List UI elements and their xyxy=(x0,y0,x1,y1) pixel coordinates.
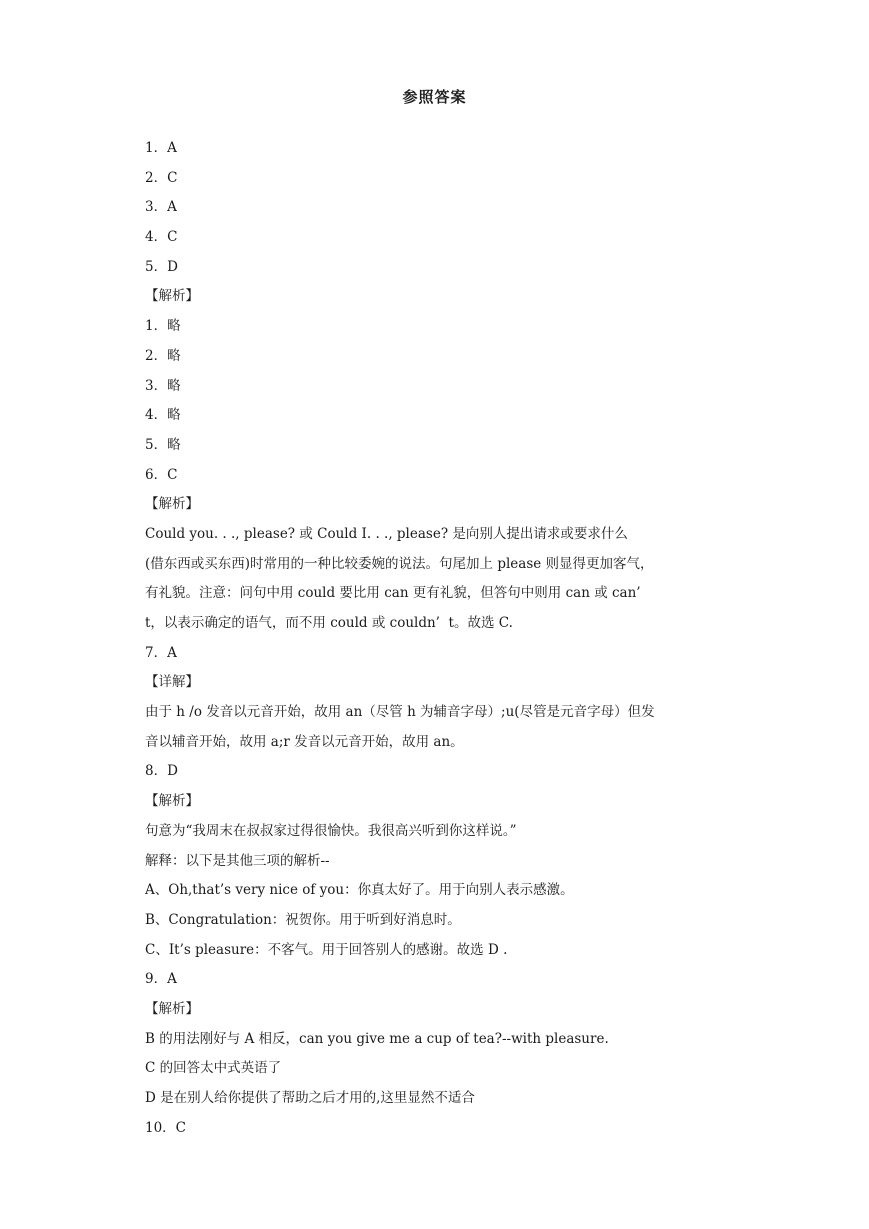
answer-line-2: 2．C xyxy=(145,169,178,186)
answer-line-4: 4．C xyxy=(145,229,178,246)
answer-line-5: 5．D xyxy=(145,258,178,275)
section-heading-analysis: 【解析】 xyxy=(145,288,199,305)
answer-line-3: 3．A xyxy=(145,199,177,216)
answer-line-6: 6．C xyxy=(145,466,178,483)
paragraph-line: C 的回答太中式英语了 xyxy=(145,1060,282,1077)
paragraph-line: B、Congratulation：祝贺你。用于听到好消息时。 xyxy=(145,911,461,928)
section-heading-details: 【详解】 xyxy=(145,674,199,691)
answer-content xyxy=(145,134,725,1143)
answer-line-10: 10．C xyxy=(145,1119,187,1136)
analysis-line-1: 1．略 xyxy=(145,318,181,335)
analysis-line-3: 3．略 xyxy=(145,377,181,394)
paragraph-line: t，以表示确定的语气，而不用 could 或 couldn’ t。故选 C. xyxy=(145,615,513,631)
paragraph-line: B 的用法刚好与 A 相反，can you give me a cup of tea?--with pleasure. xyxy=(145,1030,609,1047)
paragraph-line: C、It’s pleasure：不客气。用于回答别人的感谢。故选 D . xyxy=(145,941,508,958)
analysis-line-5: 5．略 xyxy=(145,436,181,453)
paragraph-line: Could you. . ., please? 或 Could I. . ., please? 是向别人提出请求或要求什么 xyxy=(145,525,628,542)
section-heading-analysis: 【解析】 xyxy=(145,793,199,810)
paragraph-line: 有礼貌。注意：问句中用 could 要比用 can 更有礼貌，但答句中则用 can 或 can’ xyxy=(145,585,641,602)
paragraph-line: 由于 h /o 发音以元音开始，故用 an（尽管 h 为辅音字母）;u(尽管是元音字母）但发 xyxy=(145,704,655,721)
section-heading-analysis: 【解析】 xyxy=(145,1000,199,1017)
paragraph-line: A、Oh,that’s very nice of you：你真太好了。用于向别人表示感激。 xyxy=(145,882,574,899)
answer-line-7: 7．A xyxy=(145,644,177,661)
paragraph-line: 解释：以下是其他三项的解析-- xyxy=(145,852,330,869)
analysis-line-4: 4．略 xyxy=(145,407,181,424)
paragraph-line: (借东西或买东西)时常用的一种比较委婉的说法。句尾加上 please 则显得更加客气， xyxy=(145,555,654,572)
paragraph-line: 音以辅音开始，故用 a;r 发音以元音开始，故用 an。 xyxy=(145,733,464,750)
section-heading-analysis: 【解析】 xyxy=(145,496,199,513)
analysis-line-2: 2．略 xyxy=(145,347,181,364)
paragraph-line: D 是在别人给你提供了帮助之后才用的,这里显然不适合 xyxy=(145,1090,475,1106)
page-title: 参照答案 xyxy=(402,88,467,106)
answer-line-9: 9．A xyxy=(145,971,177,988)
answer-line-8: 8．D xyxy=(145,763,178,780)
answer-line-1: 1．A xyxy=(145,140,177,156)
paragraph-line: 句意为“我周末在叔叔家过得很愉快。我很高兴听到你这样说。” xyxy=(145,822,517,839)
